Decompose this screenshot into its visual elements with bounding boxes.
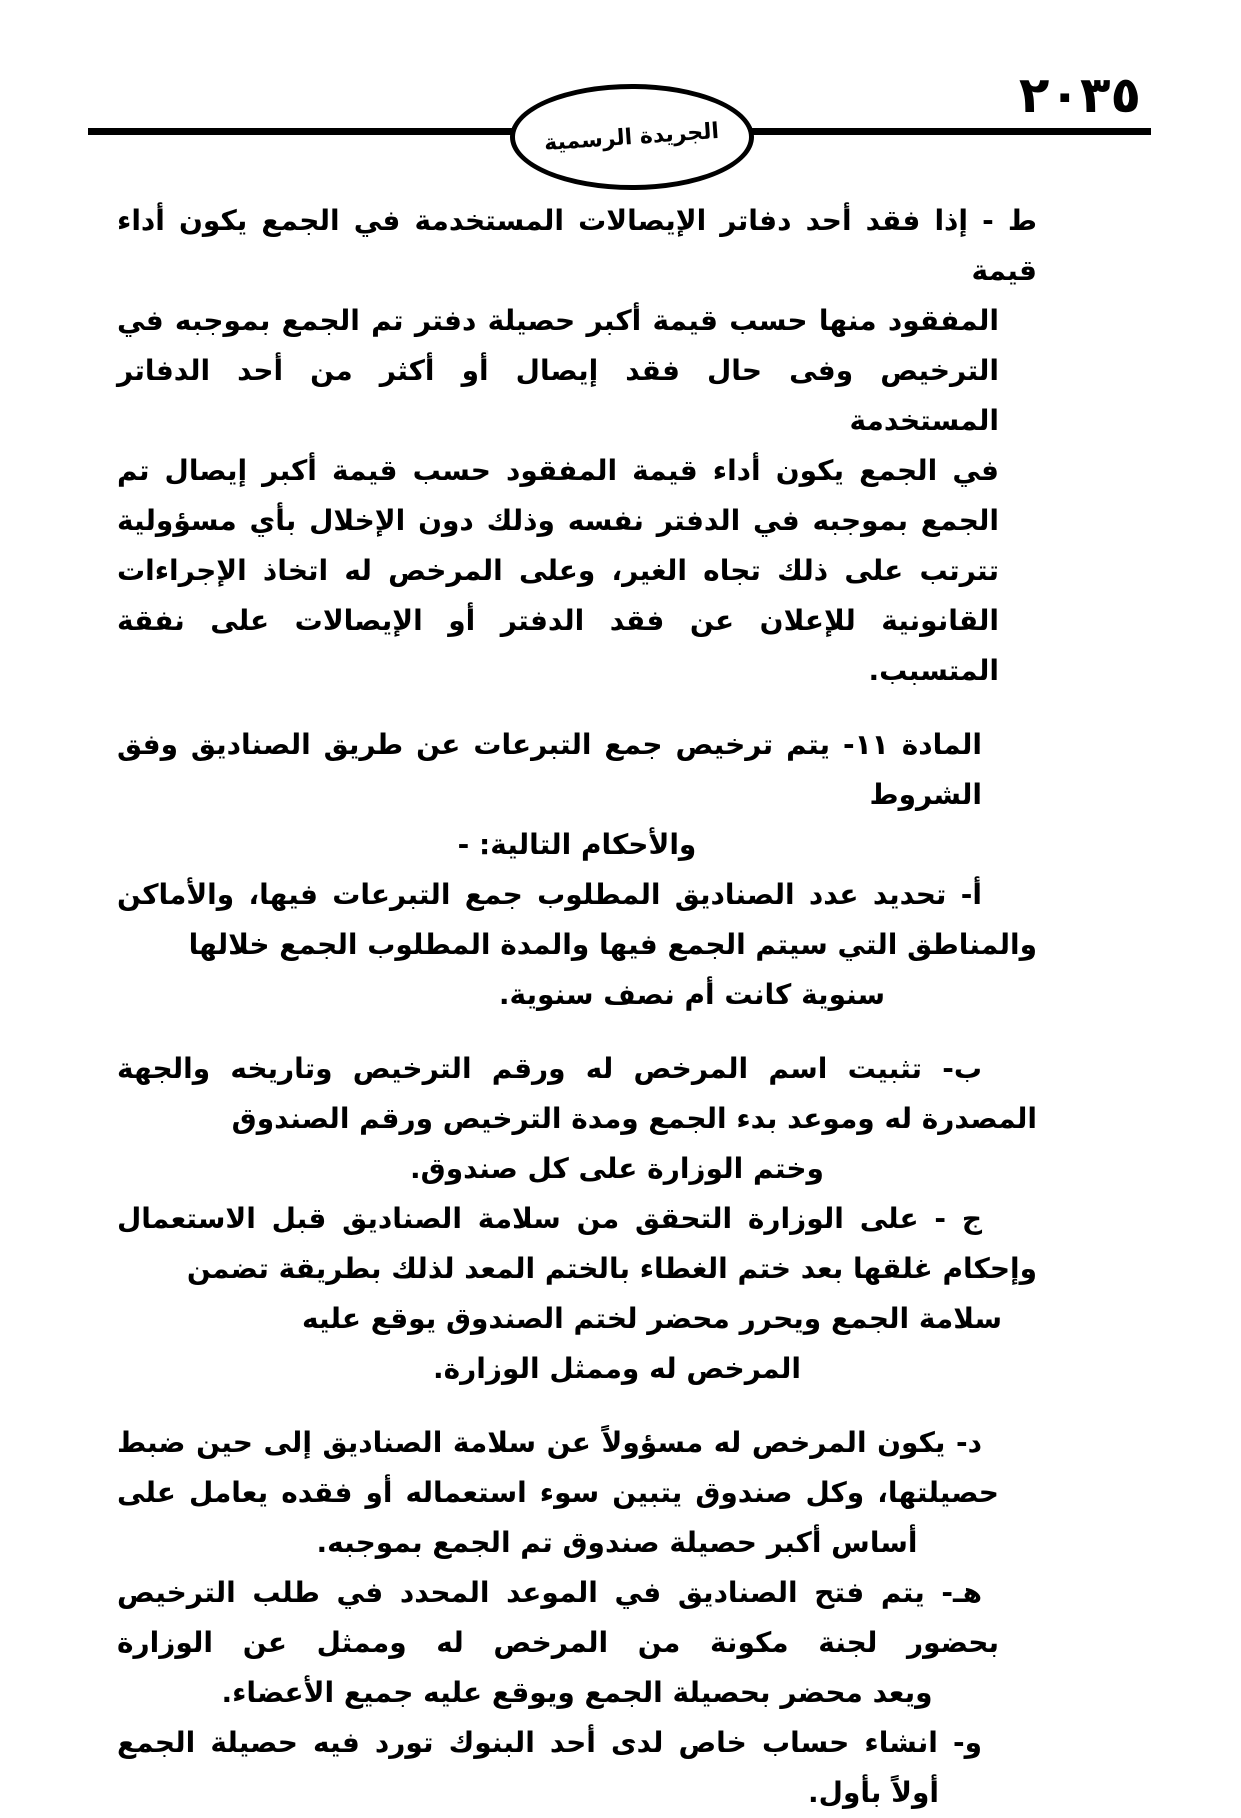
paragraph-item-beh [117, 1044, 1037, 1194]
paragraph-item-tah [117, 196, 1037, 696]
text-line: سنوية كانت أم نصف سنوية. [498, 978, 886, 1011]
gazette-seal [510, 84, 754, 190]
paragraph-item-heh [117, 1568, 1037, 1718]
paragraph-item-jeem [117, 1194, 1037, 1394]
text-line: وختم الوزارة على كل صندوق. [410, 1152, 824, 1185]
text-line: هـ- يتم فتح الصناديق في الموعد المحدد في طلب الترخيص [117, 1576, 982, 1609]
text-line: ويعد محضر بحصيلة الجمع ويوقع عليه جميع الأعضاء. [221, 1676, 933, 1709]
text-line: أولاً بأول. [808, 1776, 939, 1809]
text-line: أ- تحديد عدد الصناديق المطلوب جمع التبرعات فيها، والأماكن [117, 878, 982, 911]
text-line: المرخص له وممثل الوزارة. [432, 1352, 802, 1385]
gazette-seal-title: الجريدة الرسمية [543, 118, 721, 156]
text-line: تترتب على ذلك تجاه الغير، وعلى المرخص له اتخاذ الإجراءات [117, 554, 999, 587]
document-body [117, 196, 1037, 1818]
page-number: ٢٠٣٥ [1018, 66, 1141, 124]
text-line: القانونية للإعلان عن فقد الدفتر أو الإيصالات على نفقة المتسبب. [117, 604, 999, 687]
text-line: د- يكون المرخص له مسؤولاً عن سلامة الصناديق إلى حين ضبط [117, 1426, 982, 1459]
paragraph-article-11 [117, 720, 1037, 870]
text-line: وإحكام غلقها بعد ختم الغطاء بالختم المعد لذلك بطريقة تضمن [186, 1252, 1037, 1285]
text-line: حصيلتها، وكل صندوق يتبين سوء استعماله أو فقده يعامل على [117, 1476, 999, 1509]
text-line: المفقود منها حسب قيمة أكبر حصيلة دفتر تم الجمع بموجبه في [117, 304, 999, 337]
text-line: سلامة الجمع ويحرر محضر لختم الصندوق يوقع عليه [301, 1302, 1002, 1335]
text-line: ج - على الوزارة التحقق من سلامة الصناديق قبل الاستعمال [117, 1202, 982, 1235]
text-line: ب- تثبيت اسم المرخص له ورقم الترخيص وتاريخه والجهة [117, 1052, 982, 1085]
text-line: بحضور لجنة مكونة من المرخص له وممثل عن الوزارة [117, 1626, 999, 1659]
text-line: والأحكام التالية: - [457, 828, 697, 861]
text-line: ط - إذا فقد أحد دفاتر الإيصالات المستخدمة في الجمع يكون أداء قيمة [117, 204, 1037, 287]
paragraph-item-dal [117, 1418, 1037, 1568]
paragraph-item-waw [117, 1718, 1037, 1818]
text-line: المادة ١١- يتم ترخيص جمع التبرعات عن طريق الصناديق وفق الشروط [117, 728, 982, 811]
text-line: الترخيص وفى حال فقد إيصال أو أكثر من أحد الدفاتر المستخدمة [117, 354, 999, 437]
text-line: الجمع بموجبه في الدفتر نفسه وذلك دون الإخلال بأي مسؤولية [117, 504, 999, 537]
text-line: والمناطق التي سيتم الجمع فيها والمدة المطلوب الجمع خلالها [188, 928, 1037, 961]
paragraph-item-alef [117, 870, 1037, 1020]
text-line: أساس أكبر حصيلة صندوق تم الجمع بموجبه. [316, 1526, 918, 1559]
text-line: المصدرة له وموعد بدء الجمع ومدة الترخيص ورقم الصندوق [231, 1102, 1037, 1135]
text-line: في الجمع يكون أداء قيمة المفقود حسب قيمة أكبر إيصال تم [117, 454, 999, 487]
page-header [0, 0, 1241, 180]
text-line: و- انشاء حساب خاص لدى أحد البنوك تورد فيه حصيلة الجمع [117, 1726, 982, 1759]
